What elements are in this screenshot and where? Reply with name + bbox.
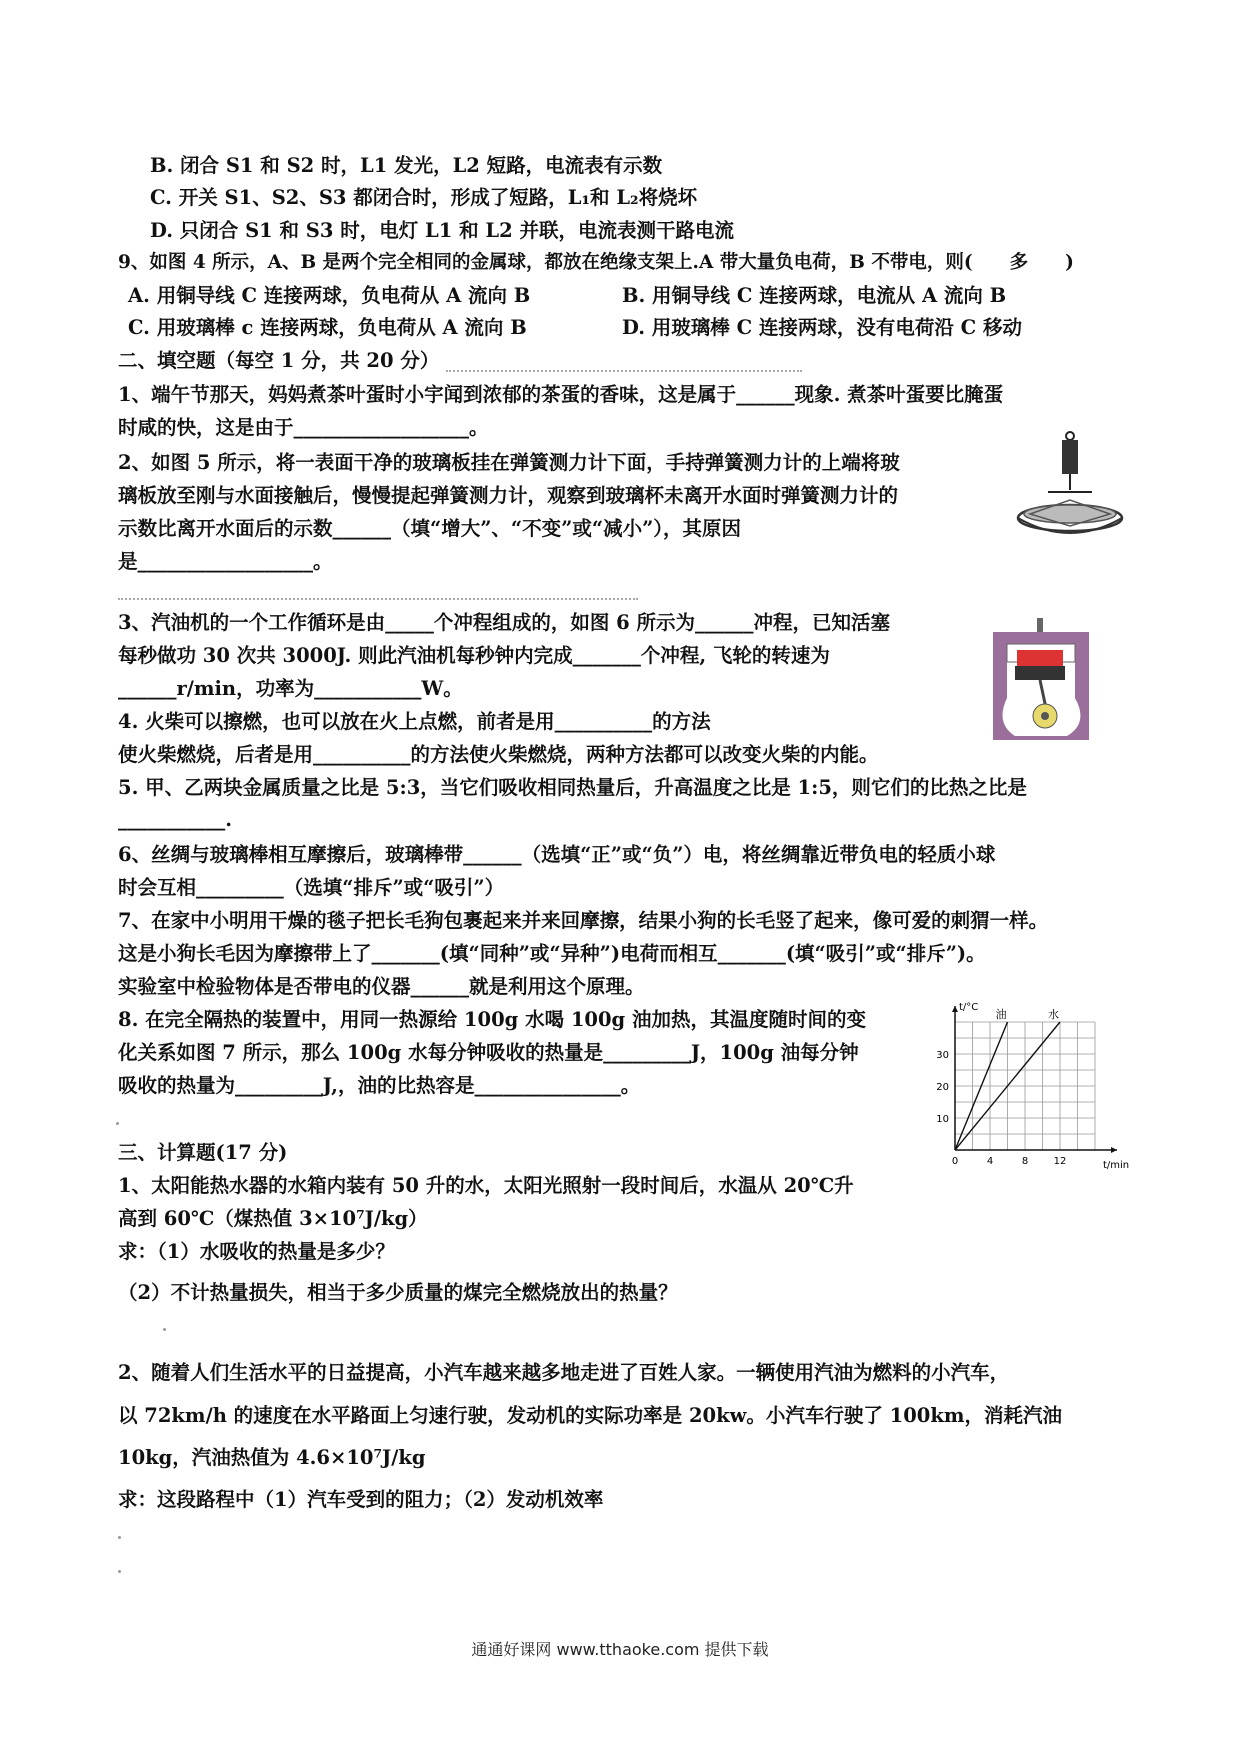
x-axis-label: t/min (1103, 1160, 1130, 1171)
temperature-time-chart (925, 1000, 1130, 1171)
stray-dot (118, 1570, 121, 1573)
fill-q3-line1: 3、汽油机的一个工作循环是由_____个冲程组成的，如图 6 所示为______冲程，已知活塞 (118, 611, 890, 634)
fill-q5-line1: 5. 甲、乙两块金属质量之比是 5:3，当它们吸收相同热量后，升高温度之比是 1:5，则它们的比热之比是 (118, 776, 1027, 799)
calc-q1-ask1: 求：（1）水吸收的热量是多少？ (118, 1240, 395, 1263)
spring-scale-figure (1010, 430, 1130, 545)
y-tick-label: 20 (936, 1082, 949, 1093)
q9-option-c: C. 用玻璃棒 c 连接两球，负电荷从 A 流向 B (128, 316, 527, 339)
fill-q2-line3: 示数比离开水面后的示数______（填“增大”、“不变”或“减小”），其原因 (118, 517, 742, 540)
q9-option-b: B. 用铜导线 C 连接两球，电流从 A 流向 B (622, 284, 1007, 307)
calc-q2-line1: 2、随着人们生活水平的日益提高，小汽车越来越多地走进了百姓人家。一辆使用汽油为燃料的小汽车， (118, 1361, 1010, 1384)
fill-q1-line2: 时咸的快，这是由于__________________。 (118, 416, 489, 439)
section-calc-heading: 三、计算题(17 分) (118, 1141, 288, 1164)
x-tick-label: 0 (951, 1156, 959, 1167)
fill-q7-line2: 这是小狗长毛因为摩擦带上了_______(填“同种”或“异种”)电荷而相互_______(填“吸引”或“排斥”)。 (118, 942, 986, 965)
stray-dot (163, 1328, 166, 1331)
option-c-line: C. 开关 S1、S2、S3 都闭合时，形成了短路，L₁和 L₂将烧坏 (150, 186, 698, 209)
section-fill-blank-heading: 二、填空题（每空 1 分，共 20 分） (118, 349, 440, 372)
fill-q2-line1: 2、如图 5 所示，将一表面干净的玻璃板挂在弹簧测力计下面，手持弹簧测力计的上端将玻 (118, 451, 900, 474)
y-tick-label: 30 (936, 1050, 949, 1061)
q9-option-d: D. 用玻璃棒 C 连接两球，没有电荷沿 C 移动 (622, 316, 1022, 339)
fill-q4-line1: 4. 火柴可以擦燃，也可以放在火上点燃，前者是用__________的方法 (118, 710, 711, 733)
dotted-separator (118, 598, 638, 600)
stray-dot (118, 1536, 121, 1539)
dotted-separator (446, 370, 802, 372)
fill-q6-line2: 时会互相_________（选填“排斥”或“吸引”） (118, 876, 505, 899)
q9-option-a: A. 用铜导线 C 连接两球，负电荷从 A 流向 B (128, 284, 531, 307)
fill-q3-line3: ______r/min，功率为___________W。 (118, 677, 463, 700)
fill-q1-line1: 1、端午节那天，妈妈煮茶叶蛋时小宇闻到浓郁的茶蛋的香味，这是属于______现象. 煮茶叶蛋要比腌蛋 (118, 383, 1004, 406)
fill-q2-line4: 是__________________。 (118, 550, 333, 573)
engine-cylinder-figure (985, 618, 1100, 743)
fill-q2-line2: 璃板放至刚与水面接触后，慢慢提起弹簧测力计，观察到玻璃杯未离开水面时弹簧测力计的 (118, 484, 899, 507)
calc-q1-ask2: （2）不计热量损失，相当于多少质量的煤完全燃烧放出的热量？ (118, 1281, 678, 1304)
x-tick-label: 8 (1021, 1156, 1029, 1167)
calc-q1-line1: 1、太阳能热水器的水箱内装有 50 升的水，太阳光照射一段时间后，水温从 20℃升 (118, 1174, 854, 1197)
calc-q2-ask: 求：这段路程中（1）汽车受到的阻力；（2）发动机效率 (118, 1488, 604, 1511)
calc-q2-line3: 10kg，汽油热值为 4.6×10⁷J/kg (118, 1446, 426, 1469)
fill-q4-line2: 使火柴燃烧，后者是用__________的方法使火柴燃烧，两种方法都可以改变火柴的内能。 (118, 743, 879, 766)
stray-dot (116, 1122, 119, 1125)
fill-q7-line1: 7、在家中小明用干燥的毯子把长毛狗包裹起来并来回摩擦，结果小狗的长毛竖了起来，像可爱的刺猬一样。 (118, 909, 1049, 932)
y-axis-arrow (952, 1006, 958, 1012)
y-axis-label: t/°C (959, 1002, 979, 1013)
option-d-line: D. 只闭合 S1 和 S3 时，电灯 L1 和 L2 并联，电流表测干路电流 (150, 219, 734, 242)
fill-q8-line2: 化关系如图 7 所示，那么 100g 水每分钟吸收的热量是_________J，100g 油每分钟 (118, 1041, 859, 1064)
fill-q6-line1: 6、丝绸与玻璃棒相互摩擦后，玻璃棒带______（选填“正”或“负”）电，将丝绸靠近带负电的轻质小球 (118, 843, 996, 866)
fill-q8-line3: 吸收的热量为_________J,，油的比热容是_______________。 (118, 1074, 641, 1097)
series-label: 油 (995, 1008, 1007, 1021)
x-tick-label: 12 (1053, 1156, 1067, 1167)
fill-q5-line2: ___________. (118, 808, 233, 831)
fill-q3-line2: 每秒做功 30 次共 3000J. 则此汽油机每秒钟内完成_______个冲程, 飞轮的转速为 (118, 644, 830, 667)
y-tick-label: 10 (936, 1114, 949, 1125)
x-tick-label: 4 (986, 1156, 994, 1167)
question-9: 9、如图 4 所示，A、B 是两个完全相同的金属球，都放在绝缘支架上.A 带大量负电荷，B 不带电，则( 多 ) (118, 252, 1074, 273)
series-label: 水 (1048, 1008, 1059, 1021)
x-axis-arrow (1111, 1147, 1117, 1153)
calc-q1-line2: 高到 60℃（煤热值 3×10⁷J/kg） (118, 1207, 428, 1230)
calc-q2-line2: 以 72km/h 的速度在水平路面上匀速行驶，发动机的实际功率是 20kw。小汽车行驶了 100km，消耗汽油 (118, 1404, 1063, 1427)
fill-q7-line3: 实验室中检验物体是否带电的仪器______就是利用这个原理。 (118, 975, 645, 998)
option-b-line: B. 闭合 S1 和 S2 时，L1 发光，L2 短路，电流表有示数 (150, 154, 663, 177)
fill-q8-line1: 8. 在完全隔热的装置中，用同一热源给 100g 水喝 100g 油加热，其温度随时间的变 (118, 1008, 866, 1031)
footer-credit: 通通好课网 www.tthaoke.com 提供下载 (471, 1640, 769, 1659)
